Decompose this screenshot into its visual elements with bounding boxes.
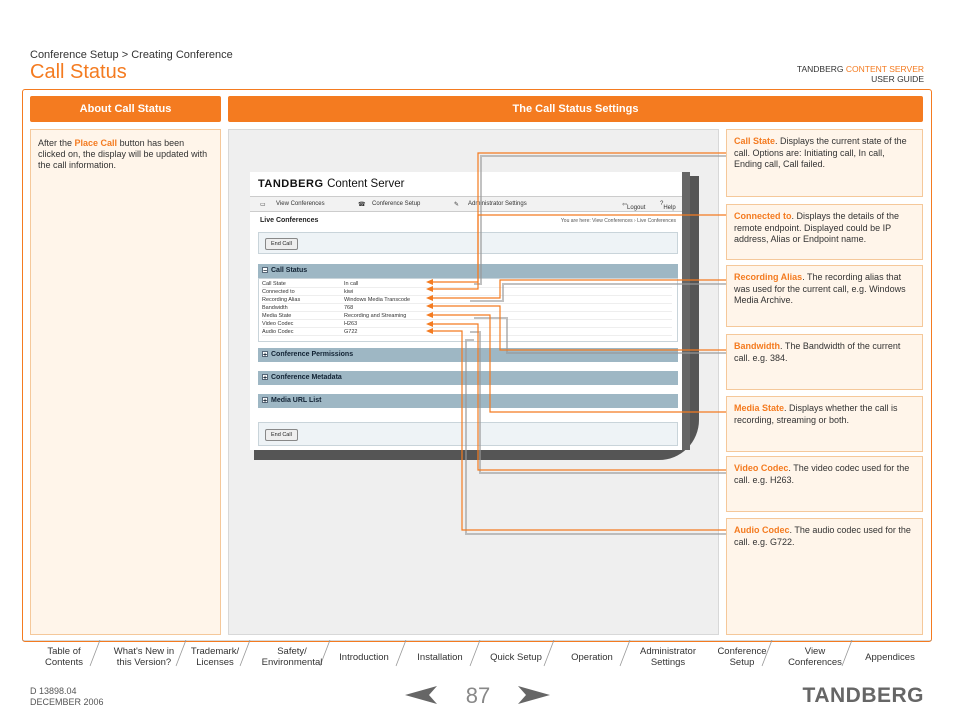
collapse-icon[interactable]: − (263, 268, 268, 276)
nav-trademark[interactable]: Trademark/ Licenses (190, 646, 240, 668)
settings-heading: The Call Status Settings (228, 96, 923, 122)
table-row: Connected to kiwi (262, 289, 672, 296)
callout-media-state: Media State. Displays whether the call is recording, streaming or both. (726, 396, 923, 452)
app-logo: TANDBERG Content Server (258, 178, 405, 190)
nav-view-conferences[interactable]: View Conferences (788, 646, 842, 668)
view-conferences-icon: ▭ (260, 202, 266, 208)
nav-admin-settings[interactable]: Administrator Settings (640, 646, 696, 668)
next-page-icon[interactable] (518, 686, 550, 704)
nav-conference-setup[interactable]: Conference Setup (717, 646, 767, 668)
live-conferences-heading: Live Conferences (260, 217, 319, 224)
nav-installation[interactable]: Installation (417, 651, 463, 663)
menu-conference-setup[interactable]: Conference Setup (372, 201, 421, 207)
nav-table-of-contents[interactable]: Table of Contents (44, 646, 84, 668)
brand-product: CONTENT SERVER (845, 64, 924, 74)
brand-doc: USER GUIDE (871, 74, 924, 84)
table-row: Audio Codec G722 (262, 329, 672, 336)
wrench-icon: ✎ (454, 202, 460, 208)
page-number: 87 (465, 683, 491, 708)
nav-operation[interactable]: Operation (571, 651, 613, 663)
table-row: Call State In call (262, 281, 672, 288)
doc-date: DECEMBER 2006 (30, 697, 104, 707)
section-metadata[interactable]: + Conference Metadata (258, 371, 678, 385)
menu-logout[interactable]: ⇦ Logout (622, 202, 646, 211)
about-text: After the Place Call button has been clicked on, the display will be updated with the call information. (38, 138, 208, 170)
about-heading: About Call Status (30, 96, 221, 122)
callout-bandwidth: Bandwidth. The Bandwidth of the current call. e.g. 384. (726, 334, 923, 390)
section-media-url[interactable]: + Media URL List (258, 394, 678, 408)
nav-whats-new[interactable]: What's New in this Version? (113, 646, 175, 668)
section-permissions[interactable]: + Conference Permissions (258, 348, 678, 362)
section-navigation (22, 640, 932, 674)
callout-recording-alias: Recording Alias. The recording alias that was used for the current call, e.g. Windows Media Archive. (726, 265, 923, 327)
nav-appendices[interactable]: Appendices (865, 651, 915, 663)
end-call-button-bottom[interactable]: End Call (265, 429, 298, 441)
menu-admin-settings[interactable]: Administrator Settings (468, 201, 527, 207)
expand-icon[interactable]: + (263, 398, 268, 406)
callout-call-state: Call State. Displays the current state of the call. Options are: Initiating call, In call, Ending call, Call failed. (726, 129, 923, 197)
end-call-button-top[interactable]: End Call (265, 238, 298, 250)
table-row: Recording Alias Windows Media Transcode (262, 297, 672, 304)
document-info (30, 686, 104, 708)
menu-view-conferences[interactable]: View Conferences (276, 201, 325, 207)
brand-prefix: TANDBERG (796, 64, 844, 74)
previous-page-icon[interactable] (405, 686, 437, 704)
expand-icon[interactable]: + (263, 375, 268, 383)
callout-audio-codec: Audio Codec. The audio codec used for the call. e.g. G722. (726, 518, 923, 635)
nav-introduction[interactable]: Introduction (339, 651, 389, 663)
table-row: Bandwidth 768 (262, 305, 672, 312)
menu-help[interactable]: ? Help (660, 201, 676, 211)
you-are-here: You are here: View Conferences › Live Conferences (560, 218, 676, 224)
table-row: Media State Recording and Streaming (262, 313, 672, 320)
callout-connected-to: Connected to. Displays the details of the remote endpoint. Displayed could be IP address, Alias or Endpoint name. (726, 204, 923, 260)
nav-quick-setup[interactable]: Quick Setup (490, 651, 542, 663)
page-title: Call Status (30, 61, 127, 83)
breadcrumb[interactable]: Conference Setup > Creating Conference (30, 49, 233, 61)
place-call-highlight: Place Call (74, 138, 118, 148)
phone-icon: ☎ (358, 202, 366, 208)
table-row: Video Codec H263 (262, 321, 672, 328)
expand-icon[interactable]: + (263, 352, 268, 360)
nav-safety[interactable]: Safety/ Environmental (261, 646, 323, 668)
callout-video-codec: Video Codec. The video codec used for the call. e.g. H263. (726, 456, 923, 512)
section-call-status[interactable]: − Call Status (258, 264, 678, 278)
doc-number: D 13898.04 (30, 686, 77, 696)
brand-logo-footer: TANDBERG (802, 684, 924, 707)
